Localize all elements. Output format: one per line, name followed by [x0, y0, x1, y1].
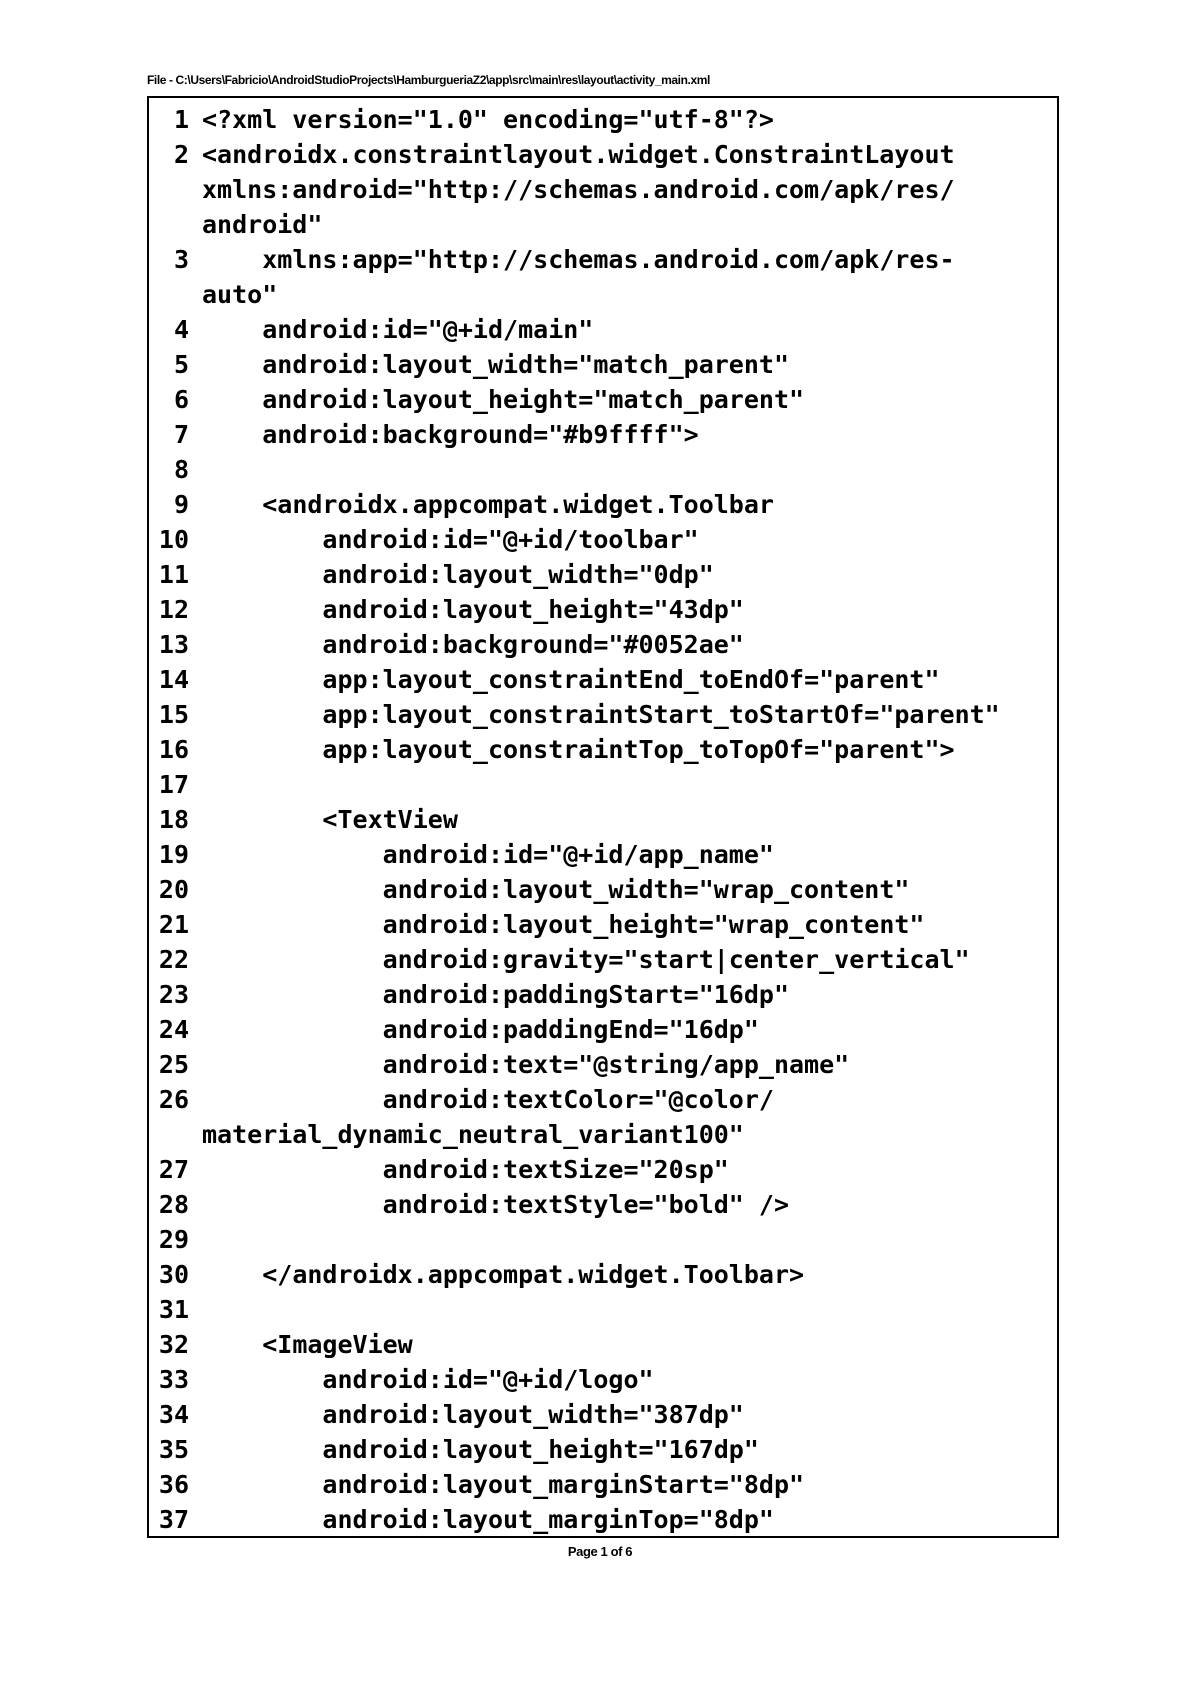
- line-number: 16: [158, 735, 189, 764]
- code-line: [149, 1152, 1057, 1187]
- code-line-continuation: [149, 207, 1057, 242]
- code-line: [149, 242, 1057, 277]
- line-number: 33: [158, 1365, 189, 1394]
- code-text: app:layout_constraintTop_toTopOf="parent">: [202, 735, 955, 764]
- line-number: 35: [158, 1435, 189, 1464]
- line-number: 20: [158, 875, 189, 904]
- code-line: [149, 942, 1057, 977]
- code-line: [149, 1362, 1057, 1397]
- code-line: [149, 417, 1057, 452]
- line-number: 37: [158, 1505, 189, 1534]
- code-text: android:gravity="start|center_vertical": [202, 945, 970, 974]
- code-line: [149, 522, 1057, 557]
- code-text: android:layout_width="0dp": [202, 560, 714, 589]
- code-text: android:id="@+id/main": [202, 315, 594, 344]
- code-line: [149, 837, 1057, 872]
- line-number: 11: [158, 560, 189, 589]
- code-line: [149, 1432, 1057, 1467]
- line-number: 5: [173, 350, 189, 379]
- code-line: [149, 312, 1057, 347]
- code-line: [149, 907, 1057, 942]
- code-line: [149, 1012, 1057, 1047]
- code-text: android:layout_height="wrap_content": [202, 910, 925, 939]
- code-line: [149, 1292, 1057, 1327]
- code-text: android:paddingStart="16dp": [202, 980, 790, 1009]
- code-text: auto": [202, 280, 278, 309]
- code-line: [149, 347, 1057, 382]
- code-text: android:layout_marginTop="8dp": [202, 1505, 774, 1534]
- line-number: 34: [158, 1400, 189, 1429]
- line-number: 6: [173, 385, 189, 414]
- line-number: 3: [173, 245, 189, 274]
- code-line: [149, 732, 1057, 767]
- line-number: 22: [158, 945, 189, 974]
- line-number: 2: [173, 140, 189, 169]
- code-text: android:paddingEnd="16dp": [202, 1015, 759, 1044]
- code-line: [149, 1397, 1057, 1432]
- line-number: 25: [158, 1050, 189, 1079]
- code-line: [149, 102, 1057, 137]
- line-number: 32: [158, 1330, 189, 1359]
- code-line: [149, 487, 1057, 522]
- line-number: 23: [158, 980, 189, 1009]
- code-text: android:layout_width="wrap_content": [202, 875, 910, 904]
- line-number: 12: [158, 595, 189, 624]
- code-text: <TextView: [202, 805, 458, 834]
- code-line-continuation: [149, 1117, 1057, 1152]
- line-number: 21: [158, 910, 189, 939]
- code-text: android:background="#b9ffff">: [202, 420, 699, 449]
- line-number: 7: [173, 420, 189, 449]
- file-path-header: File - C:\Users\Fabricio\AndroidStudioProjects\HamburgueriaZ2\app\src\main\res\layout\activity_main.xml: [147, 73, 710, 87]
- code-text: xmlns:app="http://schemas.android.com/apk/res-: [202, 245, 955, 274]
- line-number: 19: [158, 840, 189, 869]
- code-text: android:layout_height="167dp": [202, 1435, 759, 1464]
- code-text: xmlns:android="http://schemas.android.com/apk/res/: [202, 175, 955, 204]
- line-number: 28: [158, 1190, 189, 1219]
- code-text: material_dynamic_neutral_variant100": [202, 1120, 744, 1149]
- code-text: android:textStyle="bold" />: [202, 1190, 790, 1219]
- code-line: [149, 137, 1057, 172]
- line-number: 36: [158, 1470, 189, 1499]
- line-number: 30: [158, 1260, 189, 1289]
- code-line: [149, 1047, 1057, 1082]
- code-text: app:layout_constraintStart_toStartOf="parent": [202, 700, 1000, 729]
- line-number: 14: [158, 665, 189, 694]
- code-listing-frame: [147, 96, 1059, 1538]
- line-number: 27: [158, 1155, 189, 1184]
- code-text: android:layout_width="match_parent": [202, 350, 790, 379]
- line-number: 17: [158, 770, 189, 799]
- line-number: 31: [158, 1295, 189, 1324]
- code-listing: [149, 102, 1057, 1537]
- code-line: [149, 802, 1057, 837]
- code-line: [149, 1082, 1057, 1117]
- code-line: [149, 1502, 1057, 1537]
- code-line: [149, 1222, 1057, 1257]
- line-number: 18: [158, 805, 189, 834]
- code-text: android:textColor="@color/: [202, 1085, 774, 1114]
- code-text: android:textSize="20sp": [202, 1155, 729, 1184]
- code-text: android:layout_width="387dp": [202, 1400, 744, 1429]
- code-text: </androidx.appcompat.widget.Toolbar>: [202, 1260, 805, 1289]
- code-text: android:text="@string/app_name": [202, 1050, 850, 1079]
- line-number: 29: [158, 1225, 189, 1254]
- code-text: android:layout_marginStart="8dp": [202, 1470, 805, 1499]
- line-number: 9: [173, 490, 189, 519]
- code-text: android:background="#0052ae": [202, 630, 744, 659]
- code-line: [149, 1327, 1057, 1362]
- page-number: Page 1 of 6: [567, 1544, 633, 1559]
- code-text: <?xml version="1.0" encoding="utf-8"?>: [202, 105, 774, 134]
- code-line: [149, 627, 1057, 662]
- code-text: <androidx.appcompat.widget.Toolbar: [202, 490, 774, 519]
- code-text: android:id="@+id/logo": [202, 1365, 654, 1394]
- code-line-continuation: [149, 277, 1057, 312]
- line-number: 4: [173, 315, 189, 344]
- code-line: [149, 1187, 1057, 1222]
- code-line: [149, 592, 1057, 627]
- code-line: [149, 767, 1057, 802]
- code-text: <ImageView: [202, 1330, 413, 1359]
- line-number: 24: [158, 1015, 189, 1044]
- line-number: 13: [158, 630, 189, 659]
- code-line: [149, 452, 1057, 487]
- code-line: [149, 697, 1057, 732]
- code-line: [149, 872, 1057, 907]
- line-number: 1: [173, 105, 189, 134]
- code-text: android": [202, 210, 323, 239]
- code-line: [149, 1257, 1057, 1292]
- line-number: 15: [158, 700, 189, 729]
- code-text: android:layout_height="match_parent": [202, 385, 805, 414]
- code-text: android:id="@+id/app_name": [202, 840, 774, 869]
- code-line-continuation: [149, 172, 1057, 207]
- code-line: [149, 662, 1057, 697]
- code-text: <androidx.constraintlayout.widget.ConstraintLayout: [202, 140, 955, 169]
- line-number: 26: [158, 1085, 189, 1114]
- line-number: 10: [158, 525, 189, 554]
- code-line: [149, 1467, 1057, 1502]
- code-text: android:id="@+id/toolbar": [202, 525, 699, 554]
- code-line: [149, 977, 1057, 1012]
- code-text: android:layout_height="43dp": [202, 595, 744, 624]
- line-number: 8: [173, 455, 189, 484]
- code-line: [149, 382, 1057, 417]
- code-text: app:layout_constraintEnd_toEndOf="parent": [202, 665, 940, 694]
- code-line: [149, 557, 1057, 592]
